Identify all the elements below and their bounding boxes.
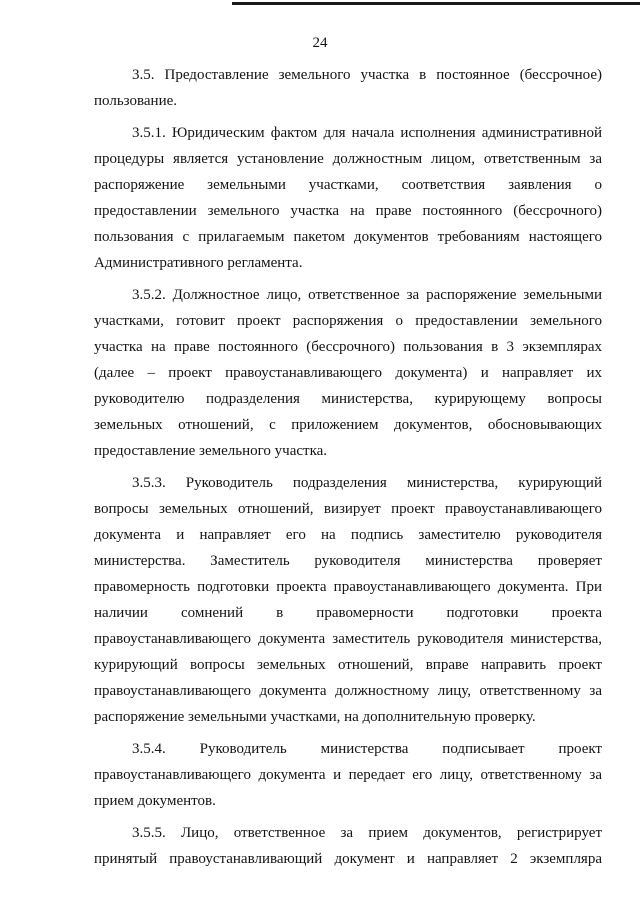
text-line: курирующий вопросы земельных отношений, вправе направить проект — [94, 657, 602, 673]
text-line: (далее – проект правоустанавливающего документа) и направляет их — [94, 365, 602, 381]
text-line: 3.5.2. Должностное лицо, ответственное за распоряжение земельными — [132, 287, 602, 303]
text-line: предоставлении земельного участка на праве постоянного (бессрочного) — [94, 203, 602, 219]
page-number: 24 — [312, 35, 328, 51]
text-line: 3.5.3. Руководитель подразделения министерства, курирующий — [132, 475, 602, 491]
text-line: 3.5. Предоставление земельного участка в постоянное (бессрочное) — [132, 67, 602, 83]
text-line: правоустанавливающего документа должностному лицу, ответственному за — [94, 683, 602, 699]
text-line: Административного регламента. — [94, 255, 303, 271]
top-rule — [232, 2, 640, 5]
text-line: 3.5.1. Юридическим фактом для начала исполнения административной — [132, 125, 602, 141]
document-body — [94, 62, 602, 872]
text-line: пользование. — [94, 93, 177, 109]
text-line: 3.5.4. Руководитель министерства подписывает проект — [132, 741, 602, 757]
text-line: пользования с прилагаемым пакетом документов требованиям настоящего — [94, 229, 602, 245]
text-line: наличии сомнений в правомерности подготовки проекта — [94, 605, 602, 621]
text-line: участка на праве постоянного (бессрочного) пользования в 3 экземплярах — [94, 339, 602, 355]
paragraph — [94, 820, 602, 872]
text-line: правомерность подготовки проекта правоустанавливающего документа. При — [94, 579, 602, 595]
paragraph — [94, 736, 602, 814]
text-line: правоустанавливающего документа и передает его лицу, ответственному за — [94, 767, 602, 783]
text-line: 3.5.5. Лицо, ответственное за прием документов, регистрирует — [132, 825, 602, 841]
paragraph — [94, 282, 602, 464]
text-line: документа и направляет его на подпись заместителю руководителя — [94, 527, 602, 543]
text-line: руководителю подразделения министерства, курирующему вопросы — [94, 391, 602, 407]
text-line: предоставление земельного участка. — [94, 443, 328, 459]
text-line: прием документов. — [94, 793, 216, 809]
text-line: распоряжение земельными участками, на дополнительную проверку. — [94, 709, 536, 725]
text-line: земельных отношений, с приложением документов, обосновывающих — [94, 417, 602, 433]
paragraph — [94, 120, 602, 276]
paragraph — [94, 470, 602, 730]
text-line: процедуры является установление должностным лицом, ответственным за — [94, 151, 602, 167]
text-line: вопросы земельных отношений, визирует проект правоустанавливающего — [94, 501, 602, 517]
text-line: распоряжение земельными участками, соответствия заявления о — [94, 177, 602, 193]
paragraph — [94, 62, 602, 114]
text-line: правоустанавливающего документа заместитель руководителя министерства, — [94, 631, 602, 647]
text-line: участками, готовит проект распоряжения о предоставлении земельного — [94, 313, 602, 329]
text-line: министерства. Заместитель руководителя министерства проверяет — [94, 553, 602, 569]
text-line: принятый правоустанавливающий документ и направляет 2 экземпляра — [94, 851, 602, 867]
